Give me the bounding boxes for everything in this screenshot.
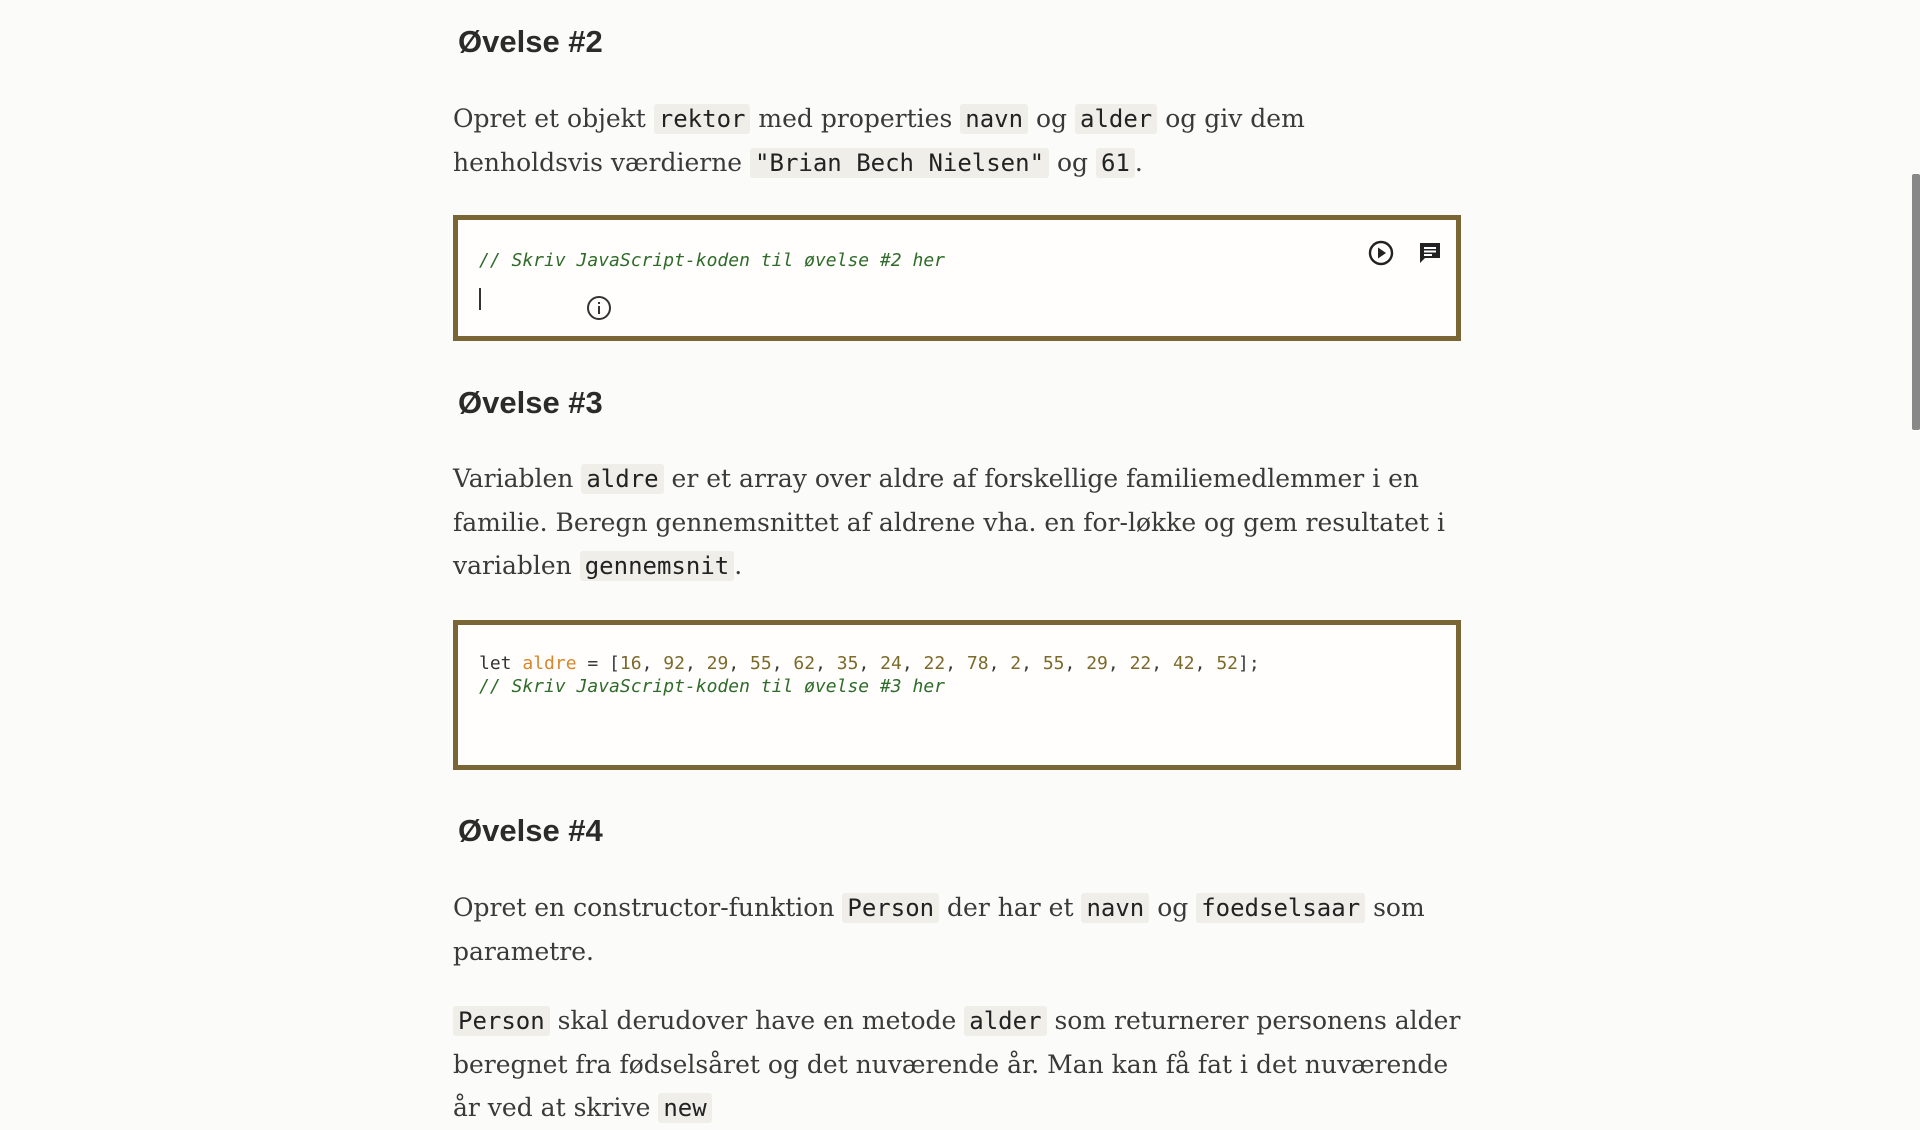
inline-code: rektor (654, 104, 751, 134)
array-value: 52 (1216, 653, 1238, 674)
array-value: 35 (836, 653, 859, 674)
array-value: 29 (706, 653, 729, 674)
inline-code: gennemsnit (580, 551, 735, 581)
inline-code: navn (960, 104, 1028, 134)
exercise-3-description: Variablen aldre er et array over aldre af forskellige familiemedlemmer i en familie. Beregn gennemsnittet af aldrene vha. en for-løkke og gem resultatet i variablen gennemsnit . (453, 464, 1445, 580)
array-value: 2 (1010, 653, 1022, 674)
array-value: 42 (1172, 653, 1195, 674)
inline-code: new (658, 1093, 711, 1123)
exercise-2-title: Øvelse #2 (458, 24, 603, 59)
exercise-2-description: Opret et objekt rektor med properties navn og alder og giv dem henholdsvis værdierne "Brian Bech Nielsen" og 61 . (453, 104, 1305, 177)
scrollbar[interactable] (1912, 0, 1920, 1080)
inline-code: alder (1075, 104, 1157, 134)
play-circle-icon (1367, 239, 1395, 267)
array-value: 62 (793, 653, 816, 674)
inline-code: 61 (1096, 148, 1135, 178)
exercise-3-title: Øvelse #3 (458, 385, 603, 420)
info-circle-icon[interactable] (586, 295, 612, 321)
comment-button[interactable] (1415, 238, 1445, 268)
exercise-2-code-editor[interactable] (453, 215, 1461, 341)
inline-code: Person (842, 893, 939, 923)
inline-code: foedselsaar (1196, 893, 1365, 923)
array-value: 22 (1129, 653, 1152, 674)
inline-code: navn (1081, 893, 1149, 923)
exercise-4-title: Øvelse #4 (458, 813, 603, 848)
array-value: 29 (1086, 653, 1108, 674)
inline-code: alder (964, 1006, 1046, 1036)
array-value: 78 (966, 653, 989, 674)
array-value: 16 (619, 653, 642, 674)
array-value: 55 (750, 653, 772, 674)
run-button[interactable] (1366, 238, 1396, 268)
scrollbar-thumb[interactable] (1912, 174, 1920, 430)
array-value: 55 (1042, 653, 1065, 674)
exercise-4-method-description: Person skal derudover have en metode alder som returnerer personens alder beregnet fra fødselsåret og det nuværende år. Man kan få fat i det nuværende år ved at skrive new (453, 1006, 1461, 1122)
array-value: 92 (663, 653, 685, 674)
array-value: 22 (923, 653, 946, 674)
text-cursor (479, 288, 481, 310)
code-comment: // Skriv JavaScript-koden til øvelse #3 her (479, 676, 945, 697)
array-value: 24 (880, 653, 902, 674)
code-comment: // Skriv JavaScript-koden til øvelse #2 her (479, 250, 945, 271)
exercise-4-description: Opret en constructor-funktion Person der har et navn og foedselsaar som parametre. (453, 893, 1425, 966)
inline-code: aldre (581, 464, 663, 494)
inline-code: Person (453, 1006, 550, 1036)
code-line-let: let aldre = [16, 92, 29, 55, 62, 35, 24, 22, 78, 2, 55, 29, 22, 42, 52]; (479, 653, 1260, 674)
exercise-3-code-editor[interactable] (453, 620, 1461, 770)
inline-code: "Brian Bech Nielsen" (750, 148, 1049, 178)
comment-icon (1416, 239, 1444, 267)
